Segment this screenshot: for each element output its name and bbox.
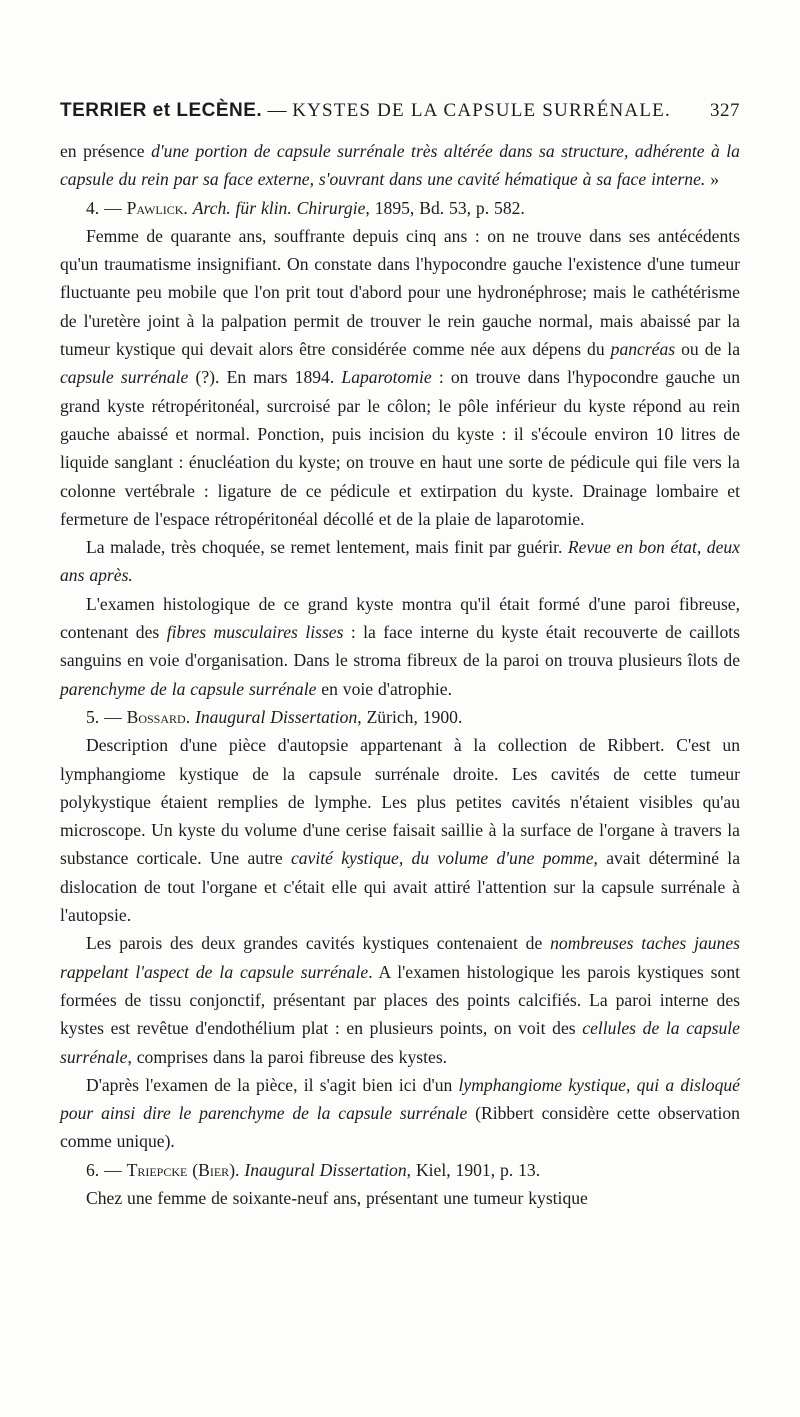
italic-term: fibres musculaires lisses: [166, 622, 344, 643]
ref-number: 5. —: [86, 706, 127, 727]
italic-term: pancréas: [610, 339, 676, 360]
text: Description d'une pièce d'autopsie appartenant à la collection de Ribbert. C'est un lymphangiome kystique de la capsule surrénale droite. Les cavités de cette tumeur polykystique étaient remplies de lymphe. Les plus petites cavités n'étaient visibles qu'au microscope. Un kyste du volume d'une cerise faisait saillie à la surface de l'organe à travers la substance corticale. Une autre: [60, 735, 740, 869]
text: en voie d'atrophie.: [316, 678, 452, 699]
reference-4: [60, 194, 740, 222]
ref-journal: Arch. für klin. Chirurgie: [192, 197, 366, 218]
text: D'après l'examen de la pièce, il s'agit bien ici d'un: [86, 1074, 459, 1095]
paragraph: [60, 222, 740, 533]
text: , comprises dans la paroi fibreuse des kystes.: [127, 1046, 448, 1067]
header-authors: TERRIER et LECÈNE.: [60, 100, 263, 121]
paragraph: [60, 533, 740, 590]
paragraph: [60, 1184, 740, 1212]
text: : la face interne du kyste était recouverte de caillots sanguins en voie d'organisation. Dans le stroma fibreux de la paroi on trouva plusieurs îlots de: [60, 622, 740, 671]
italic-term: cellules de la capsule surrénale: [60, 1018, 740, 1067]
header-title: KYSTES DE LA CAPSULE SURRÉNALE.: [292, 100, 671, 121]
text: (Ribbert considère cette observation comme unique).: [60, 1103, 740, 1152]
header-dash: —: [267, 100, 287, 121]
reference-5: [60, 703, 740, 731]
reference-6: [60, 1156, 740, 1184]
paragraph: [60, 929, 740, 1070]
ref-author: Triepcke: [126, 1159, 188, 1180]
text: , avait déterminé la dislocation de tout l'organe et c'était elle qui avait attiré l'attention sur la capsule surrénale à l'autopsie.: [60, 848, 741, 926]
paragraph: [60, 1071, 740, 1156]
body-text: [60, 137, 740, 1212]
ref-title: Inaugural Dissertation: [244, 1159, 407, 1180]
italic-term: Revue en bon état, deux ans après.: [60, 537, 740, 586]
text: en présence: [60, 141, 152, 161]
paragraph: [60, 590, 740, 703]
ref-number: 4. —: [86, 197, 127, 218]
ref-author: Bossard: [126, 706, 186, 727]
italic-term: nombreuses taches jaunes rappelant l'aspect de la capsule surrénale: [60, 933, 740, 982]
text: : on trouve dans l'hypocondre gauche un grand kyste rétropéritonéal, surcroisé par le côlon; le pôle inférieur du kyste répond au rein gauche abaissé et normal. Ponction, puis incision du kyste : il s'écoule environ 10 litres de liquide sanglant : énucléation du kyste; on trouve en haut une sorte de pédicule qui file vers la colonne vertébrale : ligature de ce pédicule et extirpation du kyste. Drainage lombaire et fermeture de l'espace rétropéritonéal décollé et de la plaie de laparotomie.: [60, 367, 740, 529]
ref-author: Pawlick: [126, 197, 184, 218]
text: .: [185, 706, 195, 727]
paragraph-continuation: [60, 137, 740, 194]
italic-term: capsule surrénale: [60, 367, 189, 388]
italic-quote: d'une portion de capsule surrénale très altérée dans sa structure, adhérente à la capsule du rein par sa face externe, s'ouvrant dans une cavité hématique à sa face interne.: [60, 141, 740, 190]
text: ou de la: [675, 339, 741, 360]
text: Femme de quarante ans, souffrante depuis cinq ans : on ne trouve dans ses antécédents qu'un traumatisme insignifiant. On constate dans l'hypocondre gauche l'existence d'une tumeur fluctuante peu mobile que l'on prit tout d'abord pour une hydronéphrose; mais le cathétérisme de l'uretère joint à la palpation permit de trouver le rein gauche normal, mais abaissé par la tumeur kystique qui devait alors être considérée comme née aux dépens du: [60, 225, 740, 360]
italic-term: lymphangiome kystique, qui a disloqué pour ainsi dire le parenchyme de la capsule surrénale: [60, 1074, 740, 1124]
text: »: [705, 169, 720, 190]
text: Les parois des deux grandes cavités kystiques contenaient de: [86, 933, 551, 954]
ref-number: 6. —: [86, 1159, 127, 1180]
text: Chez une femme de soixante-neuf ans, présentant une tumeur kystique: [86, 1187, 588, 1208]
ref-title: Inaugural Dissertation: [194, 706, 358, 727]
ref-details: , Kiel, 1901, p. 13.: [406, 1159, 541, 1180]
header-left: [60, 100, 671, 122]
text: (?). En mars 1894.: [188, 367, 342, 388]
text: (: [187, 1159, 199, 1180]
italic-term: Laparotomie: [341, 367, 432, 388]
text: .: [183, 197, 193, 218]
ref-details: , 1895, Bd. 53, p. 582.: [365, 197, 525, 218]
page-number: 327: [710, 100, 740, 121]
ref-details: , Zürich, 1900.: [357, 706, 463, 727]
text: . A l'examen histologique les parois kystiques sont formées de tissu conjonctif, présentant par places des points calcifiés. La paroi interne des kystes est revêtue d'endothélium plat : en plusieurs points, on voit des: [60, 961, 741, 1039]
text: ).: [229, 1159, 245, 1180]
text: L'examen histologique de ce grand kyste montra qu'il était formé d'une paroi fibreuse, contenant des: [60, 593, 740, 643]
paragraph: [60, 731, 740, 929]
italic-term: cavité kystique, du volume d'une pomme: [290, 848, 594, 869]
ref-author: Bier: [198, 1159, 230, 1180]
running-header: [60, 100, 740, 122]
italic-term: parenchyme de la capsule surrénale: [60, 678, 317, 699]
text: La malade, très choquée, se remet lentement, mais finit par guérir.: [86, 537, 568, 558]
